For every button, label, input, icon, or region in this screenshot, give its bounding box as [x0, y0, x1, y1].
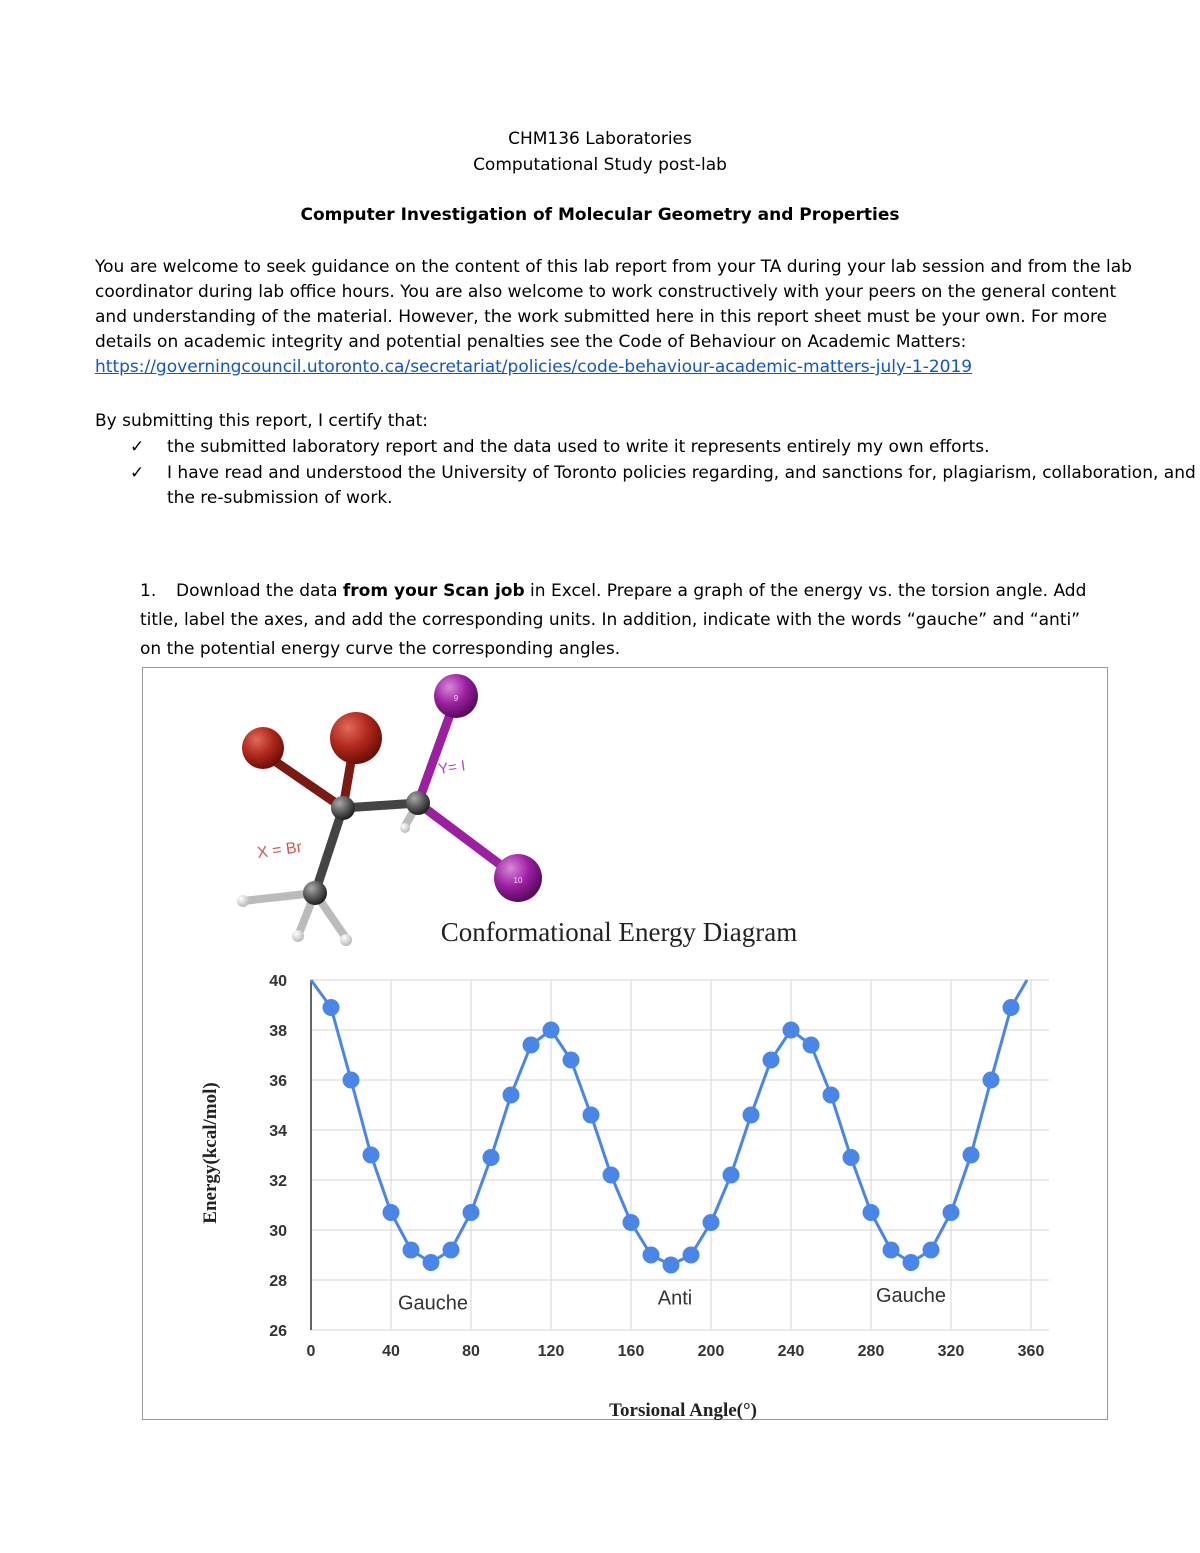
data-point	[863, 1204, 880, 1221]
carbon-atom	[331, 796, 355, 820]
carbon-atom	[406, 791, 430, 815]
question-number: 1.	[140, 581, 157, 601]
data-point	[763, 1052, 780, 1069]
certify-lead: By submitting this report, I certify that:	[95, 411, 429, 431]
data-point	[543, 1022, 560, 1039]
data-point	[843, 1149, 860, 1166]
atom-number-label: 10	[513, 876, 523, 885]
x-tick-labels	[307, 1343, 1045, 1360]
y-tick-label: 34	[269, 1123, 287, 1140]
hydrogen-atom	[400, 823, 410, 833]
x-tick-label: 160	[617, 1343, 645, 1360]
series-line	[311, 980, 1027, 1265]
data-point	[443, 1242, 460, 1259]
data-point	[343, 1072, 360, 1089]
x-axis-label: Torsional Angle(°)	[609, 1400, 757, 1421]
hydrogen-atom	[292, 930, 304, 942]
carbon-atom	[303, 881, 327, 905]
data-point	[943, 1204, 960, 1221]
data-point	[643, 1247, 660, 1264]
data-point	[663, 1257, 680, 1274]
hydrogen-atom	[237, 895, 249, 907]
x-tick-label: 320	[937, 1343, 965, 1360]
y-tick-label: 36	[269, 1073, 287, 1090]
data-point	[1003, 999, 1020, 1016]
molecule-model	[237, 674, 542, 946]
x-tick-label: 280	[857, 1343, 885, 1360]
data-point	[983, 1072, 1000, 1089]
data-point	[503, 1087, 520, 1104]
data-point	[463, 1204, 480, 1221]
x-tick-label: 200	[697, 1343, 725, 1360]
data-point	[823, 1087, 840, 1104]
data-point	[603, 1167, 620, 1184]
bromine-atom	[242, 727, 284, 769]
x-tick-label: 0	[306, 1343, 316, 1360]
y-axis-label: Energy(kcal/mol)	[200, 1082, 221, 1224]
curve-annotation: Gauche	[875, 1285, 947, 1307]
question-text-a: Download the data	[176, 581, 343, 601]
figure-frame	[142, 667, 1108, 1420]
bond	[315, 808, 343, 893]
data-point	[723, 1167, 740, 1184]
bromine-atom	[330, 712, 382, 764]
x-tick-label: 360	[1017, 1343, 1045, 1360]
energy-series	[311, 980, 1027, 1274]
chart-annotations	[398, 1285, 946, 1315]
question-1	[140, 577, 1100, 664]
y-tick-label: 32	[269, 1173, 287, 1190]
certify-item-text: the submitted laboratory report and the data used to write it represents entirely my own efforts.	[167, 437, 990, 457]
data-point	[883, 1242, 900, 1259]
y-tick-label: 26	[269, 1323, 287, 1340]
intro-text: You are welcome to seek guidance on the content of this lab report from your TA during your lab session and from the lab coordinator during lab office hours. You are also welcome to work constructively with your peers on the general content and understanding of the material. However, the work submitted here in this report sheet must be your own. For more details on academic integrity and potential penalties see the Code of Behaviour on Academic Matters:	[95, 257, 1132, 352]
x-substituent-label: X = Br	[256, 838, 304, 862]
data-point	[563, 1052, 580, 1069]
data-point	[423, 1254, 440, 1271]
data-point	[383, 1204, 400, 1221]
data-point	[523, 1037, 540, 1054]
data-point	[403, 1242, 420, 1259]
data-point	[963, 1147, 980, 1164]
checkmark-icon: ✓	[130, 463, 145, 483]
data-point	[683, 1247, 700, 1264]
data-point	[623, 1214, 640, 1231]
hydrogen-atom	[340, 934, 352, 946]
data-point	[583, 1107, 600, 1124]
code-of-behaviour-link[interactable]: https://governingcouncil.utoronto.ca/secretariat/policies/code-behaviour-academic-matters-july-1-2019	[95, 357, 973, 377]
data-point	[323, 999, 340, 1016]
x-tick-label: 40	[382, 1343, 400, 1360]
question-text-bold: from your Scan job	[342, 581, 525, 601]
y-tick-label: 38	[269, 1023, 287, 1040]
chart-grid	[311, 980, 1049, 1330]
data-point	[783, 1022, 800, 1039]
data-point	[743, 1107, 760, 1124]
data-point	[803, 1037, 820, 1054]
figure-svg	[143, 668, 1109, 1421]
y-tick-label: 30	[269, 1223, 287, 1240]
intro-paragraph	[95, 255, 1135, 380]
atom-number-label: 9	[453, 694, 459, 703]
data-point	[923, 1242, 940, 1259]
data-point	[903, 1254, 920, 1271]
y-tick-label: 40	[269, 973, 287, 990]
x-tick-label: 120	[537, 1343, 565, 1360]
curve-annotation: Gauche	[397, 1292, 469, 1315]
curve-annotation: Anti	[657, 1287, 693, 1310]
document-title: Computer Investigation of Molecular Geometry and Properties	[300, 205, 900, 225]
chart-title: Conformational Energy Diagram	[440, 917, 798, 947]
y-tick-labels	[269, 973, 287, 1340]
y-tick-label: 28	[269, 1273, 287, 1290]
subtitle-heading: Computational Study post-lab	[473, 155, 727, 175]
certify-item-text: I have read and understood the University of Toronto policies regarding, and sanctions for, plagiarism, collaboration, and the re-submission of work.	[167, 463, 1196, 508]
data-point	[483, 1149, 500, 1166]
y-substituent-label: Y= I	[437, 757, 467, 778]
data-point	[703, 1214, 720, 1231]
x-tick-label: 240	[777, 1343, 805, 1360]
data-point	[363, 1147, 380, 1164]
course-heading: CHM136 Laboratories	[508, 129, 692, 149]
x-tick-label: 80	[462, 1343, 480, 1360]
checkmark-icon: ✓	[130, 437, 145, 457]
question-text-b: in Excel. Prepare a graph of the energy vs. the torsion angle. Add title, label the axes, and add the corresponding units. In addition, indicate with the words “gauche” and “anti” on the potential energy curve the corresponding angles.	[140, 581, 1087, 659]
energy-chart	[200, 917, 1049, 1421]
